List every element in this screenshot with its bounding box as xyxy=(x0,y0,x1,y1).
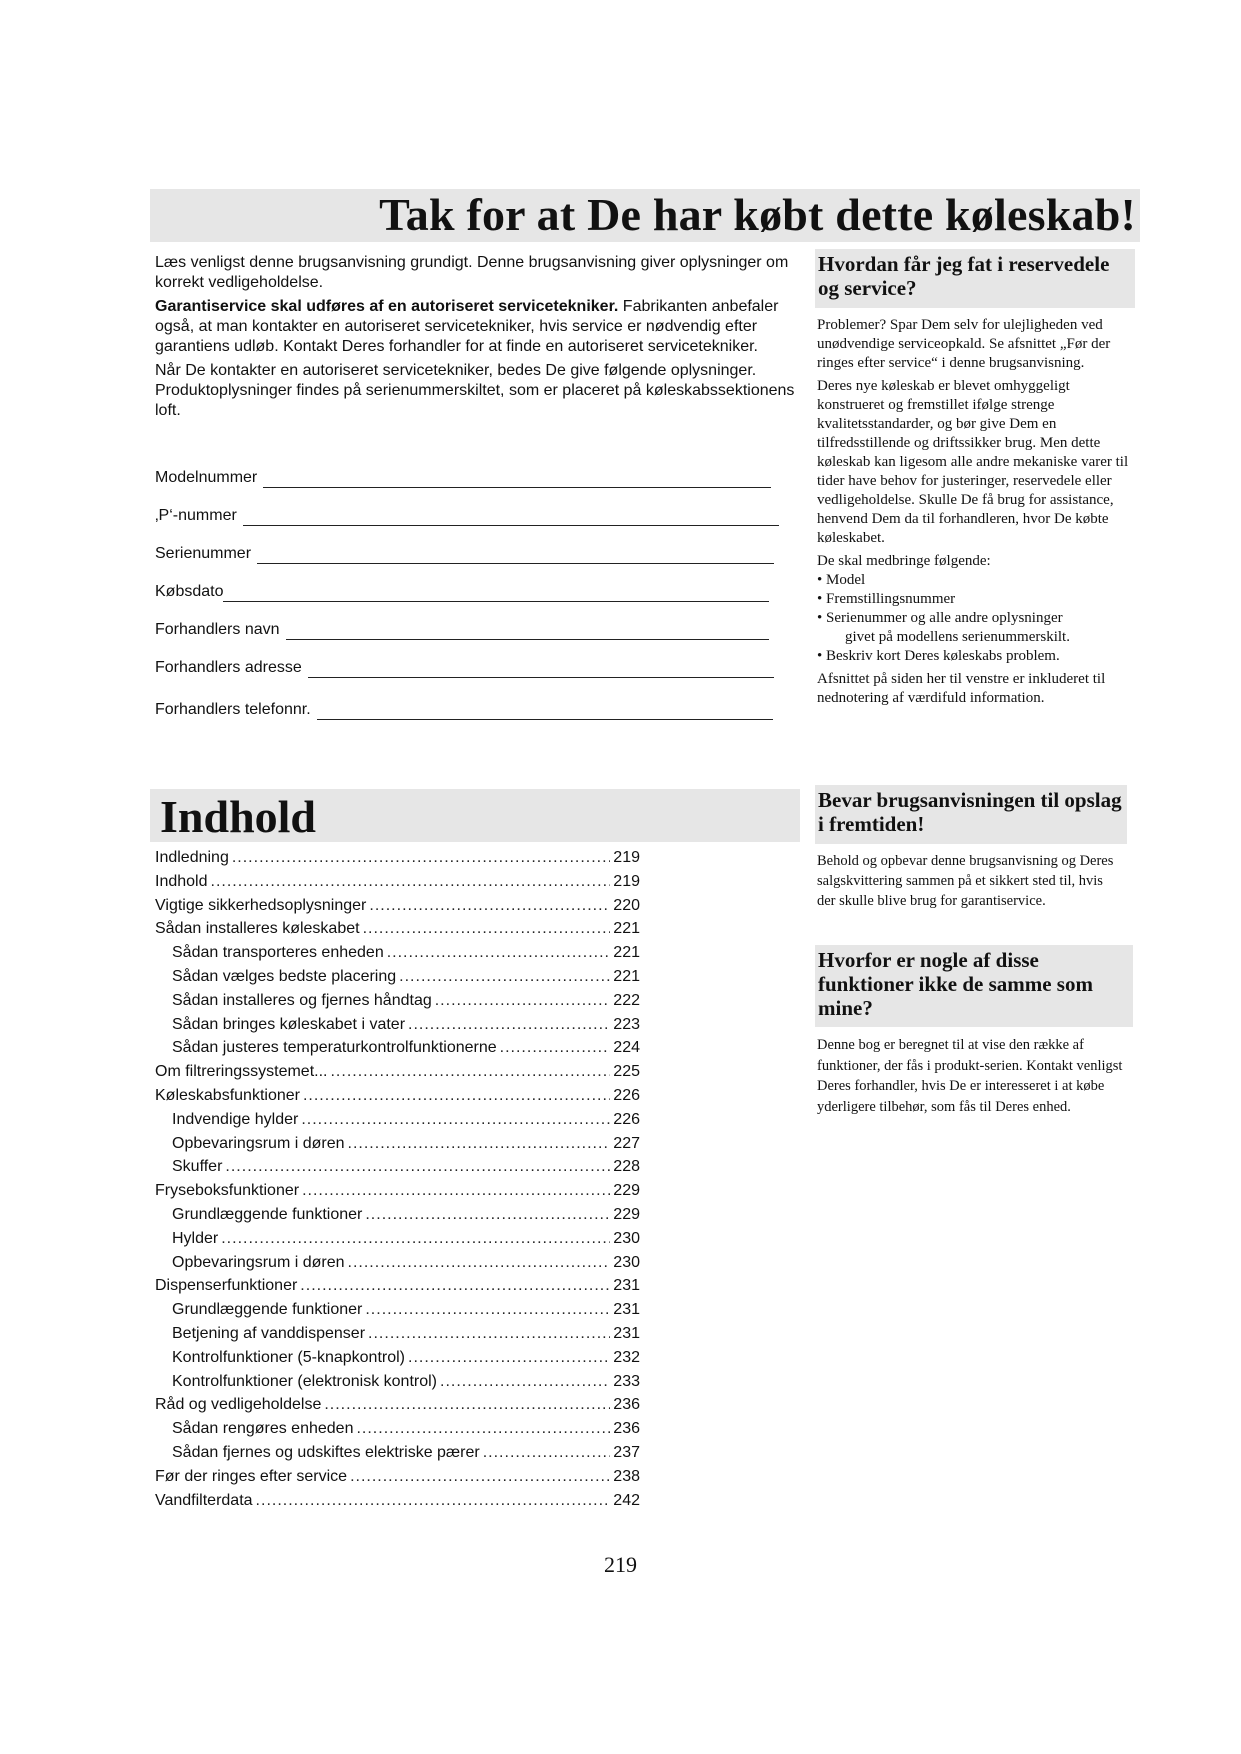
toc-entry-page: 233 xyxy=(613,1372,640,1390)
toc-entry xyxy=(155,1322,640,1346)
toc-entry-title: Grundlæggende funktioner xyxy=(172,1205,363,1223)
toc-entry-title: Kontrolfunktioner (5-knapkontrol) xyxy=(172,1348,406,1366)
toc-entry-page: 224 xyxy=(613,1039,640,1057)
toc-entry-title: Opbevaringsrum i døren xyxy=(172,1134,345,1152)
field-label-p-number: ‚P‘-nummer xyxy=(155,507,237,524)
toc-entry-page: 220 xyxy=(613,896,640,914)
contents-banner xyxy=(150,789,800,842)
toc-leader-dots xyxy=(365,1298,610,1322)
toc-entry xyxy=(155,1036,640,1060)
toc-entry xyxy=(155,1370,640,1394)
toc-entry-title: Opbevaringsrum i døren xyxy=(172,1253,345,1271)
form-row-p-number xyxy=(155,506,795,526)
toc-leader-dots xyxy=(232,846,610,870)
toc-entry-title: Skuffer xyxy=(172,1158,223,1176)
toc-entry-page: 221 xyxy=(613,944,640,962)
toc-entry-title: Vandfilterdata xyxy=(155,1491,253,1509)
sidebar-paragraph: Afsnittet på siden her til venstre er inkluderet til nednotering af værdifuld information. xyxy=(817,671,1106,706)
field-label-dealer-name: Forhandlers navn xyxy=(155,621,280,638)
field-label-purchase-date: Købsdato xyxy=(155,583,224,600)
toc-leader-dots xyxy=(256,1489,611,1513)
toc-leader-dots xyxy=(300,1274,610,1298)
field-label-model: Modelnummer xyxy=(155,469,258,486)
sidebar-features-text xyxy=(817,1035,1129,1121)
toc-entry-page: 236 xyxy=(613,1420,640,1438)
toc-entry-page: 221 xyxy=(613,967,640,985)
form-row-dealer-name xyxy=(155,620,795,640)
field-line-purchase-date[interactable] xyxy=(223,587,769,602)
toc-entry-title: Sådan vælges bedste placering xyxy=(172,967,397,985)
toc-entry-page: 231 xyxy=(613,1324,640,1342)
sidebar-paragraph: Deres nye køleskab er blevet omhyggeligt konstrueret og fremstillet ifølge strenge kvalitetsstandarder, og bør give Dem en tilfredsstillende og driftssikker brug. Men dette køleskab kan ligesom alle andre mekaniske varer til tider have behov for justeringer, reservedele eller vedligeholdelse. Skulle De få brug for assistance, henvend Dem da til forhandleren, hvor De købte køleskabet. xyxy=(817,378,1129,546)
toc-entry-title: Indvendige hylder xyxy=(172,1110,299,1128)
sidebar-paragraph: Behold og opbevar denne brugsanvisning og Deres salgskvittering sammen på et sikkert sted til, hvis der skulle blive brug for garantiservice. xyxy=(817,853,1114,909)
toc-entry-page: 242 xyxy=(613,1491,640,1509)
field-line-serial[interactable] xyxy=(257,549,774,564)
toc-entry-title: Sådan installeres og fjernes håndtag xyxy=(172,991,432,1009)
toc-entry-title: Kontrolfunktioner (elektronisk kontrol) xyxy=(172,1372,438,1390)
list-item: • Model xyxy=(817,572,866,588)
toc-entry xyxy=(155,1155,640,1179)
intro-paragraph-3: Når De kontakter en autoriseret servicetekniker, bedes De give følgende oplysninger. Produktoplysninger findes på serienummerskiltet, som er placeret på køleskabssektionens loft. xyxy=(155,362,795,419)
toc-entry-page: 229 xyxy=(613,1182,640,1200)
sidebar-heading-keep-manual: Bevar brugsanvisningen til opslag i fremtiden! xyxy=(815,785,1127,844)
toc-entry-title: Sådan justeres temperaturkontrolfunktionerne xyxy=(172,1039,497,1057)
toc-entry-title: Indledning xyxy=(155,849,229,866)
toc-entry-title: Betjening af vanddispenser xyxy=(172,1324,366,1342)
toc-entry-page: 231 xyxy=(613,1301,640,1319)
list-item-continuation: givet på modellens serienummerskilt. xyxy=(845,629,1070,645)
toc-entry xyxy=(155,941,640,965)
toc-entry xyxy=(155,917,640,941)
toc-leader-dots xyxy=(348,1132,611,1156)
toc-entry-page: 238 xyxy=(613,1467,640,1485)
sidebar-paragraph: Problemer? Spar Dem selv for ulejligheden ved unødvendige serviceopkald. Se afsnittet „Før der ringes efter service“ i denne brugsanvisning. xyxy=(817,317,1111,371)
toc-leader-dots xyxy=(435,989,611,1013)
toc-leader-dots xyxy=(408,1346,610,1370)
sidebar-bullet-list xyxy=(817,571,1135,666)
toc-entry-page: 221 xyxy=(613,920,640,938)
toc-entry xyxy=(155,1274,640,1298)
toc-entry-title: Fryseboksfunktioner xyxy=(155,1182,300,1200)
toc-entry xyxy=(155,1298,640,1322)
toc-entry xyxy=(155,1489,640,1513)
intro-paragraph-2 xyxy=(155,297,795,357)
field-label-dealer-address: Forhandlers adresse xyxy=(155,659,302,676)
toc-entry-page: 227 xyxy=(613,1134,640,1152)
toc-leader-dots xyxy=(350,1465,610,1489)
list-item: • Beskriv kort Deres køleskabs problem. xyxy=(817,648,1060,664)
toc-entry-page: 236 xyxy=(613,1396,640,1414)
list-item-text: • Serienummer og alle andre oplysninger xyxy=(817,610,1063,626)
form-row-model xyxy=(155,468,795,488)
toc-entry xyxy=(155,1441,640,1465)
toc-leader-dots xyxy=(211,870,611,894)
page-number: 219 xyxy=(604,1552,637,1577)
field-line-dealer-address[interactable] xyxy=(308,663,774,678)
toc-leader-dots xyxy=(387,941,611,965)
toc-leader-dots xyxy=(399,965,610,989)
toc-entry-title: Køleskabsfunktioner xyxy=(155,1086,300,1104)
field-line-dealer-phone[interactable] xyxy=(317,705,773,720)
toc-entry xyxy=(155,989,640,1013)
toc-entry xyxy=(155,1251,640,1275)
toc-entry xyxy=(155,1465,640,1489)
toc-entry xyxy=(155,1179,640,1203)
toc-entry-page: 230 xyxy=(613,1229,640,1247)
toc-entry xyxy=(155,894,640,918)
toc-entry xyxy=(155,1393,640,1417)
toc-entry-title: Sådan bringes køleskabet i vater xyxy=(172,1015,406,1033)
toc-entry-title: Grundlæggende funktioner xyxy=(172,1301,363,1319)
field-line-model[interactable] xyxy=(263,473,771,488)
toc-leader-dots xyxy=(221,1227,610,1251)
toc-entry-title: Sådan fjernes og udskiftes elektriske pærer xyxy=(172,1443,480,1461)
field-line-dealer-name[interactable] xyxy=(286,625,769,640)
toc-entry-page: 230 xyxy=(613,1253,640,1271)
intro-section xyxy=(155,253,795,425)
toc-entry xyxy=(155,1108,640,1132)
page-title: Tak for at De har købt dette køleskab! xyxy=(379,189,1136,240)
toc-leader-dots xyxy=(440,1370,610,1394)
toc-entry-title: Råd og vedligeholdelse xyxy=(155,1396,322,1414)
sidebar-parts-service-text xyxy=(817,316,1135,712)
form-row-dealer-address xyxy=(155,658,795,678)
toc-entry-page: 229 xyxy=(613,1205,640,1223)
toc-leader-dots xyxy=(301,1108,610,1132)
intro-paragraph-1: Læs venligst denne brugsanvisning grundigt. Denne brugsanvisning giver oplysninger om korrekt vedligeholdelse. xyxy=(155,254,789,291)
toc-leader-dots xyxy=(500,1036,611,1060)
toc-entry-title: Sådan installeres køleskabet xyxy=(155,920,360,938)
warranty-notice: Garantiservice skal udføres af en autoriseret servicetekniker. xyxy=(155,298,619,315)
toc-leader-dots xyxy=(330,1060,610,1084)
toc-leader-dots xyxy=(303,1084,610,1108)
toc-leader-dots xyxy=(365,1203,610,1227)
form-row-serial xyxy=(155,544,795,564)
toc-entry xyxy=(155,1084,640,1108)
toc-entry-page: 228 xyxy=(613,1158,640,1176)
table-of-contents xyxy=(155,846,640,1512)
toc-entry-title: Vigtige sikkerhedsoplysninger xyxy=(155,896,367,914)
toc-leader-dots xyxy=(348,1251,611,1275)
toc-leader-dots xyxy=(483,1441,611,1465)
toc-entry xyxy=(155,1227,640,1251)
toc-leader-dots xyxy=(324,1393,610,1417)
toc-entry xyxy=(155,1132,640,1156)
toc-entry-page: 219 xyxy=(613,872,640,890)
contents-title: Indhold xyxy=(160,791,317,842)
toc-entry-title: Sådan rengøres enheden xyxy=(172,1420,354,1438)
toc-entry-title: Dispenserfunktioner xyxy=(155,1277,298,1295)
list-item xyxy=(817,609,1135,647)
toc-leader-dots xyxy=(369,894,610,918)
toc-entry-title: Før der ringes efter service xyxy=(155,1467,348,1485)
toc-entry-page: 222 xyxy=(613,991,640,1009)
sidebar-heading-features: Hvorfor er nogle af disse funktioner ikke de samme som mine? xyxy=(815,945,1133,1027)
toc-leader-dots xyxy=(368,1322,610,1346)
toc-entry-title: Sådan transporteres enheden xyxy=(172,944,384,962)
toc-leader-dots xyxy=(302,1179,610,1203)
toc-entry xyxy=(155,1060,640,1084)
toc-leader-dots xyxy=(408,1013,610,1037)
toc-entry xyxy=(155,1417,640,1441)
sidebar-paragraph: Denne bog er beregnet til at vise den række af funktioner, der fås i produkt-serien. Kontakt venligst Deres forhandler, hvis De er interesseret i at købe yderligere tilbehør, som fås til Deres enhed. xyxy=(817,1037,1123,1115)
toc-entry-title: Om filtreringssystemet... xyxy=(155,1063,328,1081)
toc-entry-page: 237 xyxy=(613,1443,640,1461)
form-row-purchase-date xyxy=(155,582,795,602)
toc-entry xyxy=(155,1346,640,1370)
toc-entry-page: 232 xyxy=(613,1348,640,1366)
sidebar-paragraph: De skal medbringe følgende: xyxy=(817,553,991,569)
sidebar-keep-manual-text xyxy=(817,851,1117,915)
field-label-serial: Serienummer xyxy=(155,545,252,562)
field-label-dealer-phone: Forhandlers telefonnr. xyxy=(155,701,311,718)
toc-entry-page: 231 xyxy=(613,1277,640,1295)
toc-entry xyxy=(155,870,640,894)
toc-entry xyxy=(155,1013,640,1037)
toc-entry-page: 226 xyxy=(613,1110,640,1128)
toc-entry-page: 226 xyxy=(613,1086,640,1104)
toc-leader-dots xyxy=(356,1417,610,1441)
form-row-dealer-phone xyxy=(155,700,795,720)
toc-entry xyxy=(155,846,640,870)
toc-leader-dots xyxy=(225,1155,610,1179)
toc-entry-page: 225 xyxy=(613,1063,640,1081)
toc-entry-title: Indhold xyxy=(155,872,208,890)
toc-entry-page: 219 xyxy=(613,849,640,866)
toc-entry xyxy=(155,1203,640,1227)
toc-entry xyxy=(155,965,640,989)
list-item: • Fremstillingsnummer xyxy=(817,591,956,607)
warranty-text: Fabrikanten anbefaler også, at man kontakter en autoriseret servicetekniker, hvis service er nødvendig efter garantiens udløb. Kontakt Deres forhandler for at finde en autoriseret servicetekniker. xyxy=(155,298,779,355)
sidebar-heading-parts-service: Hvordan får jeg fat i reservedele og service? xyxy=(815,249,1135,308)
title-banner xyxy=(150,189,1140,242)
toc-entry-page: 223 xyxy=(613,1015,640,1033)
toc-leader-dots xyxy=(363,917,611,941)
field-line-p-number[interactable] xyxy=(243,511,779,526)
toc-entry-title: Hylder xyxy=(172,1229,219,1247)
